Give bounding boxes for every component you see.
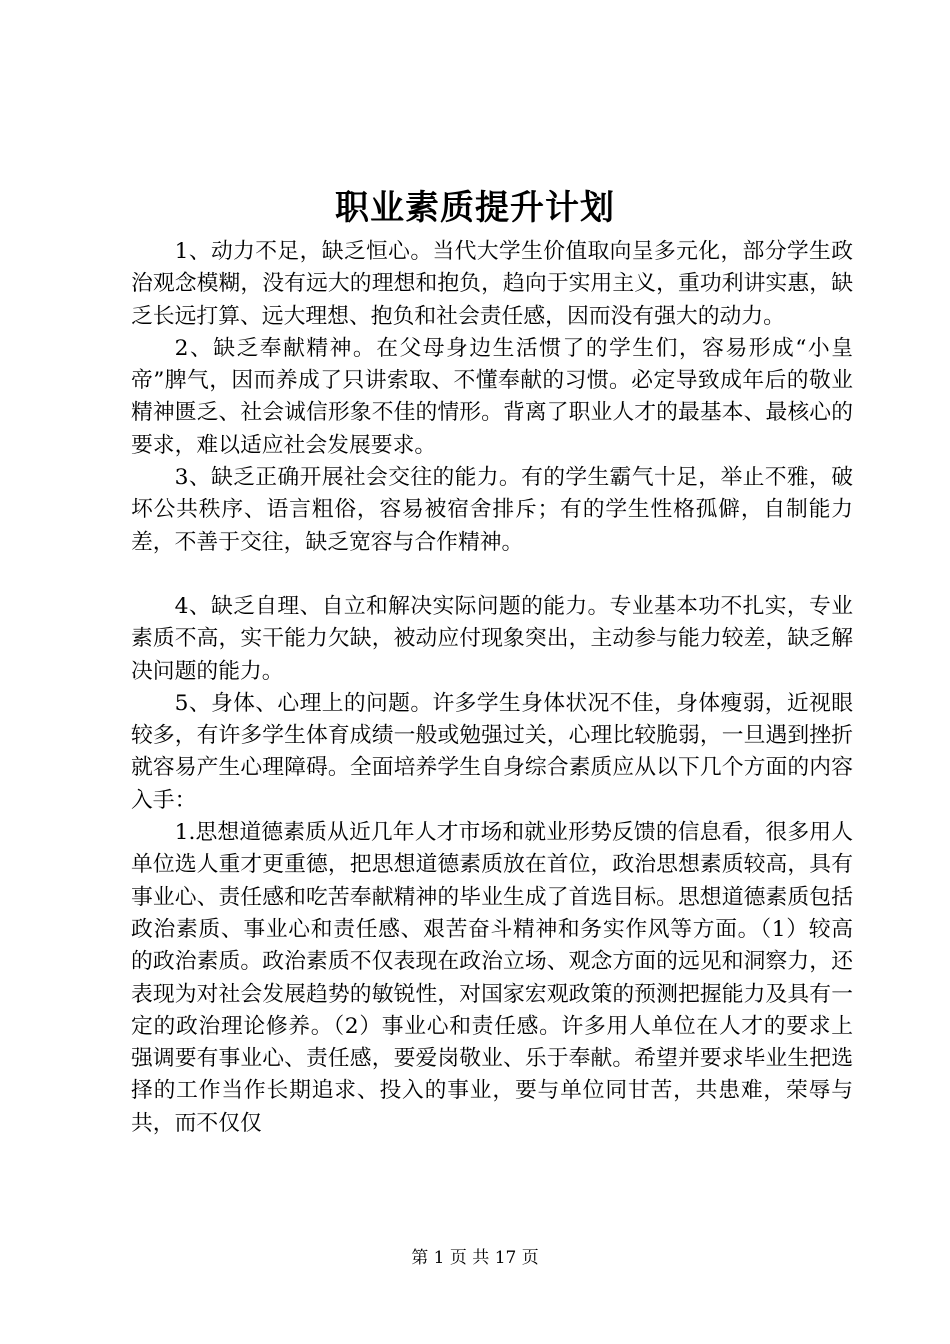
page-number-footer: 第 1 页 共 17 页 xyxy=(411,1248,539,1268)
paragraph-4: 4、缺乏自理、自立和解决实际问题的能力。专业基本功不扎实，专业素质不高，实干能力欠缺，被动应付现象突出，主动参与能力较差，缺乏解决问题的能力。 xyxy=(131,593,853,684)
paragraph-1: 1、动力不足，缺乏恒心。当代大学生价值取向呈多元化，部分学生政治观念模糊，没有远大的理想和抱负，趋向于实用主义，重功利讲实惠，缺乏长远打算、远大理想、抱负和社会责任感，因而没有强大的动力。 xyxy=(131,239,853,329)
document-title: 职业素质提升计划 xyxy=(335,188,615,228)
paragraph-3: 3、缺乏正确开展社会交往的能力。有的学生霸气十足，举止不雅，破坏公共秩序、语言粗俗，容易被宿舍排斥；有的学生性格孤僻，自制能力差，不善于交往，缺乏宽容与合作精神。 xyxy=(131,465,853,555)
paragraph-5: 5、身体、心理上的问题。许多学生身体状况不佳，身体瘦弱，近视眼较多，有许多学生体育成绩一般或勉强过关，心理比较脆弱，一旦遇到挫折就容易产生心理障碍。全面培养学生自身综合素质应从以下几个方面的内容入手： xyxy=(131,690,853,813)
document-body xyxy=(131,236,853,1140)
paragraph-2: 2、缺乏奉献精神。在父母身边生活惯了的学生们，容易形成“小皇帝”脾气，因而养成了只讲索取、不懂奉献的习惯。必定导致成年后的敬业精神匮乏、社会诚信形象不佳的情形。背离了职业人才的最基本、最核心的要求，难以适应社会发展要求。 xyxy=(131,335,853,458)
paragraph-6: 1.思想道德素质从近几年人才市场和就业形势反馈的信息看，很多用人单位选人重才更重德，把思想道德素质放在首位，政治思想素质较高，具有事业心、责任感和吃苦奉献精神的毕业生成了首选目标。思想道德素质包括政治素质、事业心和责任感、艰苦奋斗精神和务实作风等方面。（1）较高的政治素质。政治素质不仅表现在政治立场、观念方面的远见和洞察力，还表现为对社会发展趋势的敏锐性，对国家宏观政策的预测把握能力及具有一定的政治理论修养。（2）事业心和责任感。许多用人单位在人才的要求上强调要有事业心、责任感，要爱岗敬业、乐于奉献。希望并要求毕业生把选择的工作当作长期追求、投入的事业，要与单位同甘苦，共患难，荣辱与共，而不仅仅 xyxy=(131,820,853,1136)
